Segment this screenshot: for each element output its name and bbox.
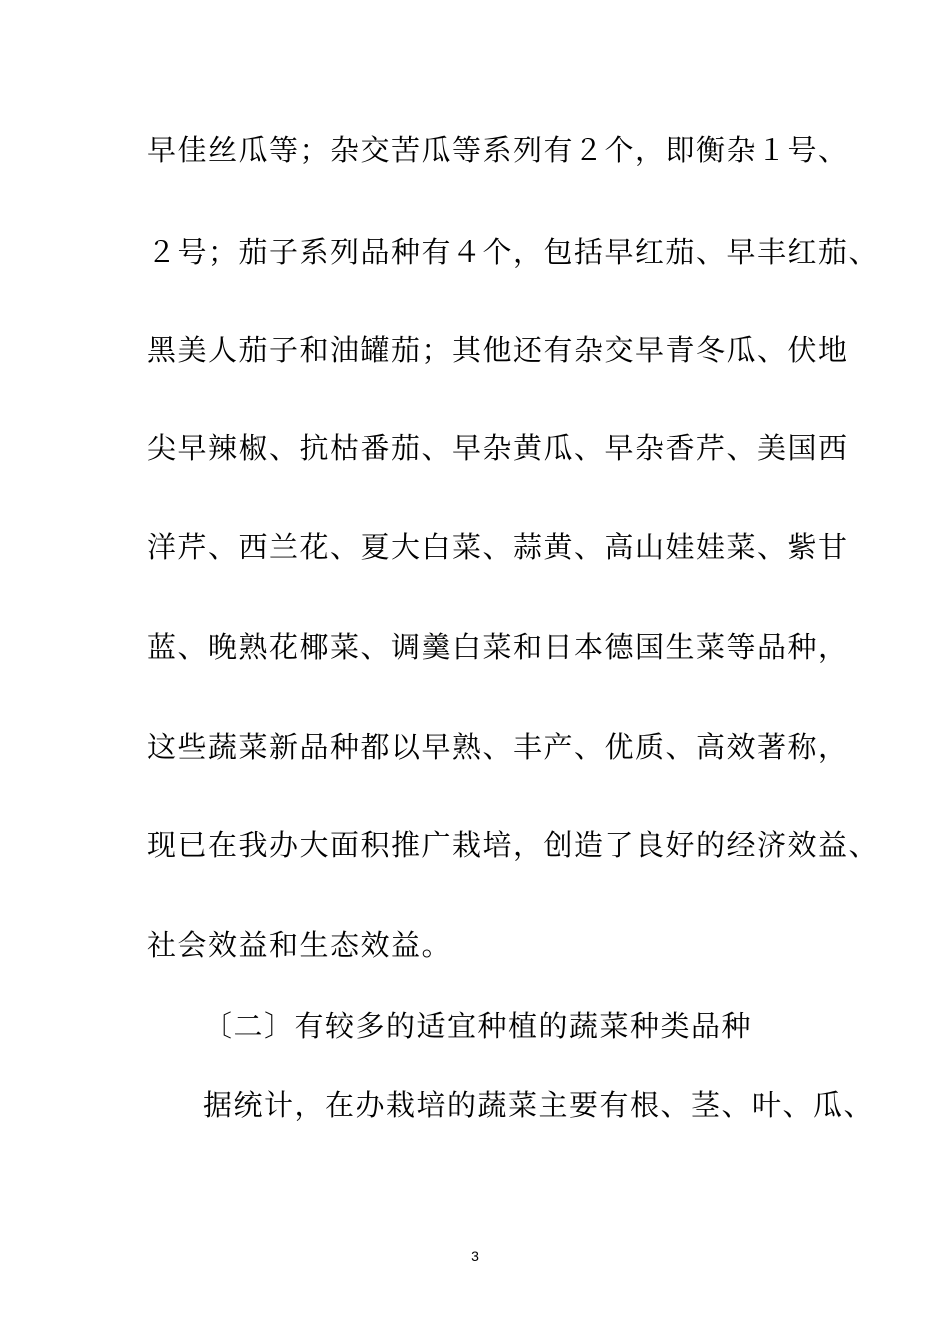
body-text-line: 黑美人茄子和油罐茄；其他还有杂交早青冬瓜、伏地 — [147, 333, 849, 367]
body-text-line: 这些蔬菜新品种都以早熟、丰产、优质、高效著称， — [147, 730, 849, 764]
body-text-line: 尖早辣椒、抗枯番茄、早杂黄瓜、早杂香芹、美国西 — [147, 431, 849, 465]
body-text-line: 社会效益和生态效益。 — [147, 928, 453, 962]
body-text-line: 洋芹、西兰花、夏大白菜、蒜黄、高山娃娃菜、紫甘 — [147, 530, 849, 564]
page-number: 3 — [471, 1248, 479, 1264]
body-text-line: 蓝、晚熟花椰菜、调羹白菜和日本德国生菜等品种， — [147, 630, 849, 664]
body-text-line: 现已在我办大面积推广栽培，创造了良好的经济效益、 — [147, 828, 880, 862]
body-text-line: 早佳丝瓜等；杂交苦瓜等系列有２个，即衡杂１号、 — [147, 133, 849, 167]
body-text-line: ２号；茄子系列品种有４个，包括早红茄、早丰红茄、 — [147, 235, 880, 269]
paragraph-first-line: 据统计，在办栽培的蔬菜主要有根、茎、叶、瓜、 — [203, 1088, 875, 1122]
section-heading: 〔二〕有较多的适宜种植的蔬菜种类品种 — [203, 1009, 753, 1043]
